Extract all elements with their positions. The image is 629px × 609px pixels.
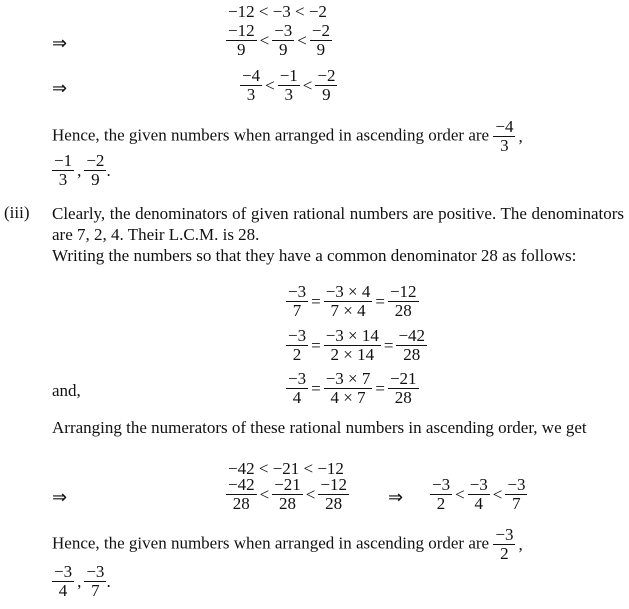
fraction <box>324 327 381 364</box>
denominator: 9 <box>91 170 100 189</box>
comma: , <box>518 535 523 554</box>
denominator: 3 <box>58 170 68 189</box>
fraction <box>272 22 294 59</box>
denominator: 2 <box>292 345 302 364</box>
numerator: −21 <box>389 369 417 388</box>
comma: , <box>77 160 82 180</box>
denominator: 28 <box>394 388 412 407</box>
denominator: 2 <box>500 544 509 563</box>
fraction <box>318 476 349 513</box>
denominator: 4 <box>292 388 302 407</box>
equivalent-fraction-equation <box>286 283 419 320</box>
equals-sign: = <box>311 378 321 398</box>
denominator: 9 <box>237 40 246 59</box>
fraction-inequality-row <box>226 476 349 513</box>
denominator: 3 <box>284 85 293 104</box>
fraction <box>52 563 74 600</box>
conclusion-paragraph <box>52 118 624 155</box>
less-than-sign: < <box>265 75 275 95</box>
denominator: 9 <box>316 40 326 59</box>
ascending-order-rest <box>52 152 111 189</box>
numerator: −21 <box>274 475 301 494</box>
numerator: −4 <box>242 66 261 85</box>
numerator: −3 <box>432 475 451 494</box>
numerator: −3 × 14 <box>325 326 379 345</box>
fraction <box>324 283 373 320</box>
numerator: −3 <box>288 369 307 388</box>
fraction <box>240 67 262 104</box>
denominator: 9 <box>278 40 288 59</box>
fraction <box>226 22 257 59</box>
denominator: 4 <box>474 494 483 513</box>
numerator: −3 × 4 <box>325 282 371 301</box>
denominator: 2 × 14 <box>330 345 375 364</box>
denominator: 3 <box>500 136 509 155</box>
fraction <box>272 476 303 513</box>
comma: , <box>77 571 82 591</box>
fraction <box>310 22 332 59</box>
denominator: 4 <box>58 581 68 600</box>
equivalent-fraction-equation <box>286 327 427 364</box>
less-than-sign: < <box>492 484 503 504</box>
numerator: −3 <box>288 282 307 301</box>
fraction <box>430 476 452 513</box>
fraction <box>468 476 490 513</box>
paragraph: Clearly, the denominators of given rational numbers are positive. The denominators are 7, 2, 4. Their L.C.M. is 28. <box>52 204 624 244</box>
fraction <box>278 67 300 104</box>
numerator: −3 × 7 <box>325 369 371 388</box>
denominator: 2 <box>436 494 446 513</box>
numerator: −2 <box>86 151 105 170</box>
ascending-order-first <box>493 526 525 563</box>
numerator: −12 <box>389 282 417 301</box>
less-than-sign: < <box>302 75 313 95</box>
fraction <box>396 327 427 364</box>
denominator: 28 <box>403 345 421 364</box>
denominator: 28 <box>278 494 296 513</box>
denominator: 28 <box>394 301 412 320</box>
numerator: −2 <box>311 21 330 40</box>
fraction <box>226 476 257 513</box>
denominator: 7 <box>512 494 521 513</box>
less-than-sign: < <box>455 484 465 504</box>
numerator: −1 <box>54 151 73 170</box>
equals-sign: = <box>375 291 385 311</box>
conclusion-text: Hence, the given numbers when arranged in ascending order are <box>52 125 490 145</box>
fraction <box>388 370 419 407</box>
fraction-inequality-row <box>430 476 527 513</box>
denominator: 9 <box>322 85 331 104</box>
implies-arrow: ⇒ <box>52 78 68 98</box>
fraction <box>84 563 106 600</box>
implies-arrow: ⇒ <box>388 487 404 507</box>
numerator: −3 <box>495 525 514 544</box>
equals-sign: = <box>311 335 321 355</box>
numerator: −3 <box>54 562 73 581</box>
paragraph: Writing the numbers so that they have a common denominator 28 as follows: <box>52 246 577 265</box>
fraction <box>505 476 527 513</box>
comma: , <box>518 127 523 146</box>
fraction <box>52 152 74 189</box>
implies-arrow: ⇒ <box>52 487 68 507</box>
equals-sign: = <box>375 378 385 398</box>
numerator: −42 <box>228 475 255 494</box>
period: . <box>106 160 111 180</box>
fraction <box>493 526 515 563</box>
denominator: 3 <box>246 85 256 104</box>
denominator: 28 <box>232 494 250 513</box>
less-than-sign: < <box>305 484 316 504</box>
less-than-sign: < <box>297 30 307 50</box>
numerator: −4 <box>495 117 514 136</box>
integer-inequality-2: −42 < −21 < −12 <box>228 459 344 478</box>
numerator: −3 <box>469 475 488 494</box>
fraction-inequality-row <box>226 22 332 59</box>
part-label: (iii) <box>4 203 30 222</box>
denominator: 28 <box>325 494 343 513</box>
numerator: −3 <box>507 475 526 494</box>
denominator: 4 × 7 <box>330 388 366 407</box>
denominator: 7 × 4 <box>330 301 366 320</box>
fraction <box>388 283 419 320</box>
numerator: −12 <box>228 21 255 40</box>
equals-sign: = <box>383 335 394 355</box>
fraction <box>286 327 308 364</box>
denominator: 7 <box>91 581 100 600</box>
numerator: −42 <box>398 326 426 345</box>
conclusion-text: Hence, the given numbers when arranged in ascending order are <box>52 533 490 553</box>
less-than-sign: < <box>259 484 270 504</box>
numerator: −1 <box>279 66 298 85</box>
fraction <box>286 370 308 407</box>
period: . <box>106 571 111 591</box>
equals-sign: = <box>311 291 321 311</box>
numerator: −3 <box>274 21 293 40</box>
fraction <box>84 152 106 189</box>
and-label: and, <box>52 381 81 400</box>
ascending-order-first <box>493 118 525 155</box>
denominator: 7 <box>292 301 302 320</box>
integer-inequality-1: −12 < −3 < −2 <box>228 2 327 21</box>
numerator: −3 <box>86 562 105 581</box>
fraction <box>286 283 308 320</box>
fraction <box>493 118 515 155</box>
conclusion-paragraph <box>52 526 624 563</box>
equivalent-fraction-equation <box>286 370 419 407</box>
fraction <box>324 370 373 407</box>
numerator: −3 <box>288 326 307 345</box>
fraction-inequality-row <box>240 67 337 104</box>
paragraph: Arranging the numerators of these rational numbers in ascending order, we get <box>52 418 587 437</box>
numerator: −2 <box>317 66 336 85</box>
less-than-sign: < <box>259 30 270 50</box>
numerator: −12 <box>320 475 347 494</box>
fraction <box>315 67 337 104</box>
ascending-order-rest <box>52 563 111 600</box>
implies-arrow: ⇒ <box>52 33 68 53</box>
